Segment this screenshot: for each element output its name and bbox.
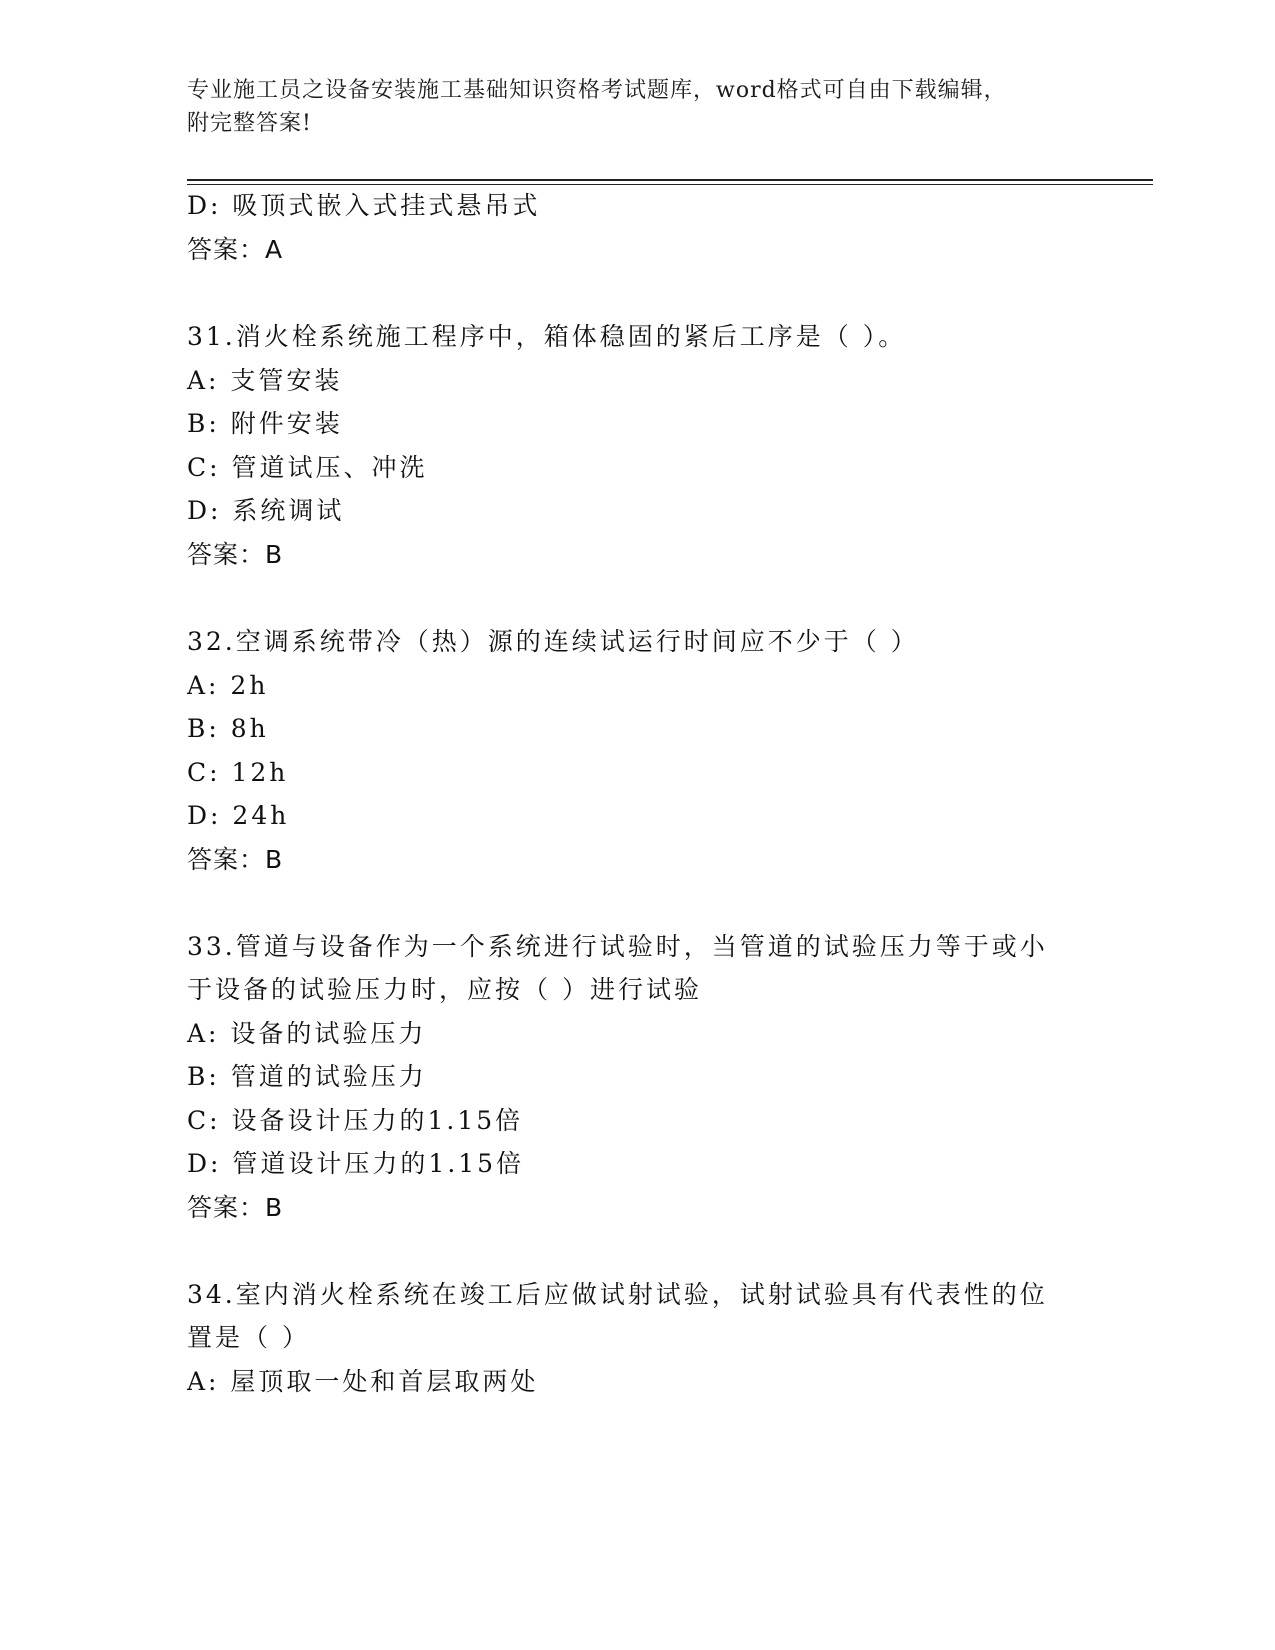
answer-line: 答案：B xyxy=(187,540,284,569)
option-b: B: 管道的试验压力 xyxy=(187,1062,427,1091)
header-line-2: 附完整答案! xyxy=(187,111,312,136)
answer-line: 答案：B xyxy=(187,845,284,874)
question-stem-line-1: 33.管道与设备作为一个系统进行试验时，当管道的试验压力等于或小 xyxy=(187,932,1048,961)
question-stem: 32.空调系统带冷（热）源的连续试运行时间应不少于（ ） xyxy=(187,627,919,656)
option-d: D: 管道设计压力的1.15倍 xyxy=(187,1149,525,1178)
option-a: A: 屋顶取一处和首层取两处 xyxy=(187,1367,539,1396)
question-stem-line-2: 于设备的试验压力时，应按（ ）进行试验 xyxy=(187,975,702,1004)
answer-line: 答案：A xyxy=(187,235,284,264)
question-stem-line-2: 置是（ ） xyxy=(187,1323,310,1352)
option-c: C: 设备设计压力的1.15倍 xyxy=(187,1106,524,1135)
document-header xyxy=(187,74,1067,140)
option-c: C: 12h xyxy=(187,758,289,787)
option-d: D: 24h xyxy=(187,801,290,830)
question-stem-line-1: 34.室内消火栓系统在竣工后应做试射试验，试射试验具有代表性的位 xyxy=(187,1280,1048,1309)
option-a: A: 支管安装 xyxy=(187,366,343,395)
option-b: B: 附件安装 xyxy=(187,409,343,438)
answer-line: 答案：B xyxy=(187,1193,284,1222)
option-c: C: 管道试压、冲洗 xyxy=(187,453,428,482)
header-line-1: 专业施工员之设备安装施工基础知识资格考试题库，word格式可自由下载编辑， xyxy=(187,78,1007,103)
header-rule-thin xyxy=(187,184,1153,185)
option-a: A: 设备的试验压力 xyxy=(187,1019,427,1048)
option-b: B: 8h xyxy=(187,714,269,743)
option-d: D: 系统调试 xyxy=(187,496,345,525)
option-d: D: 吸顶式嵌入式挂式悬吊式 xyxy=(187,191,541,220)
question-stem: 31.消火栓系统施工程序中，箱体稳固的紧后工序是（ ）。 xyxy=(187,322,907,351)
option-a: A: 2h xyxy=(187,671,269,700)
header-rule-thick xyxy=(187,179,1153,181)
